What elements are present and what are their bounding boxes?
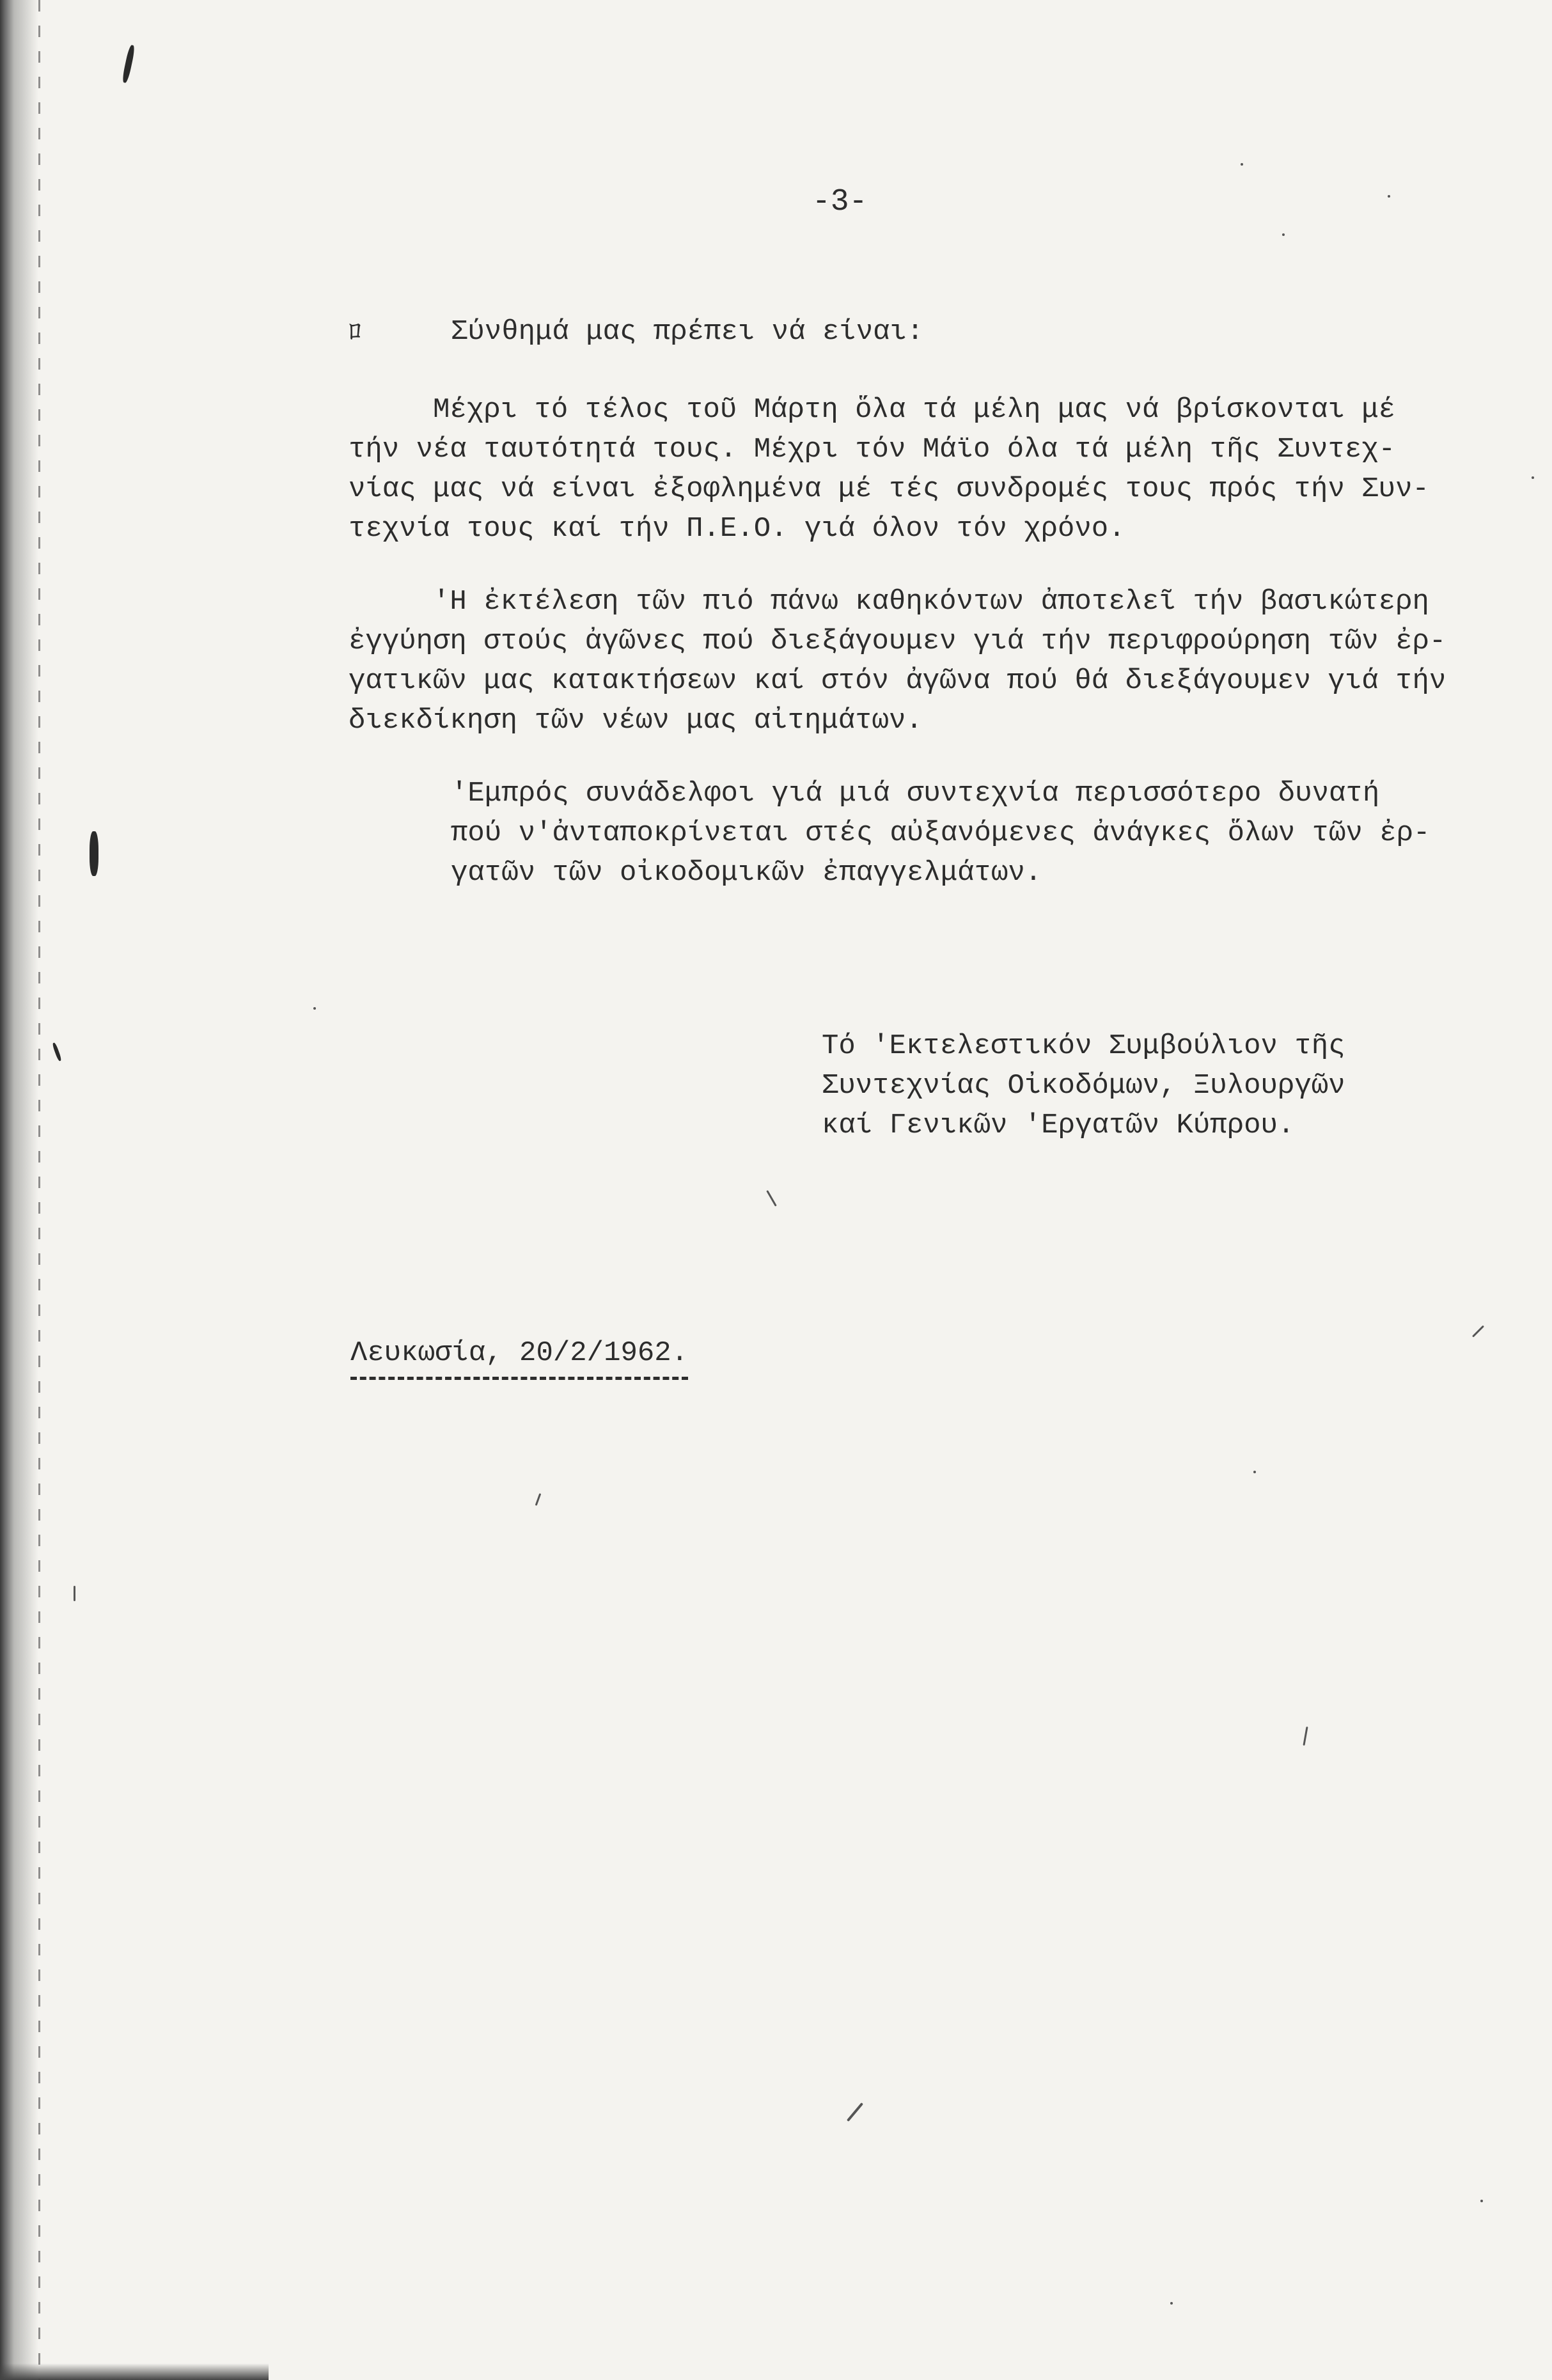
paragraph-duties: [349, 582, 1446, 740]
paragraph-line: νίας μας νά είναι ἐξοφλημένα μέ τές συνδρομές τους πρός τήν Συν-: [349, 473, 1429, 505]
scan-speck: [1282, 233, 1285, 236]
paragraph-line: τήν νέα ταυτότητά τους. Μέχρι τόν Μάϊο όλα τά μέλη τῆς Συντεχ-: [349, 434, 1396, 466]
scan-speck: [74, 1586, 75, 1601]
scan-binding-marks: [38, 0, 40, 2380]
ink-blot: [90, 831, 98, 876]
paragraph-line: τεχνία τους καί τήν Π.Ε.Ο. γιά όλον τόν χρόνο.: [349, 513, 1125, 545]
scan-speck: [847, 2102, 863, 2122]
scan-speck: [1480, 2200, 1483, 2202]
signature-line: Τό 'Εκτελεστικόν Συμβούλιον τῆς: [822, 1030, 1345, 1062]
paragraph-membership: [349, 390, 1429, 549]
paragraph-line: διεκδίκηση τῶν νέων μας αἰτημάτων.: [349, 705, 923, 737]
slogan-heading: Σύνθημά μας πρέπει νά είναι:: [451, 316, 924, 348]
paragraph-line: γατῶν τῶν οἰκοδομικῶν ἐπαγγελμάτων.: [451, 857, 1042, 889]
page-number: -3-: [812, 185, 868, 219]
scan-speck: [1303, 1726, 1308, 1746]
scan-speck: [1241, 163, 1243, 166]
signature-line: Συντεχνίας Οἰκοδόμων, Ξυλουργῶν: [822, 1070, 1345, 1102]
ink-blot: [52, 1042, 62, 1061]
scan-speck: [1253, 1471, 1256, 1473]
paragraph-line: πού ν'ἀνταποκρίνεται στές αὐξανόμενες ἀνάγκες ὅλων τῶν ἐρ-: [451, 817, 1431, 849]
scan-shadow-left: [0, 0, 38, 2380]
paragraph-line: 'Η ἐκτέλεση τῶν πιό πάνω καθηκόντων ἀποτελεῖ τήν βασικώτερη: [349, 586, 1429, 618]
paragraph-line: γατικῶν μας κατακτήσεων καί στόν ἀγῶνα πού θά διεξάγουμεν γιά τήν: [349, 665, 1446, 697]
signature-block: [822, 1026, 1345, 1145]
scan-speck: [1532, 476, 1534, 479]
scan-speck: [1388, 195, 1390, 198]
heading-marker: ﾛ: [349, 320, 361, 348]
scan-speck: [766, 1190, 777, 1207]
signature-line: καί Γενικῶν 'Εργατῶν Κύπρου.: [822, 1109, 1295, 1141]
scan-speck: [1472, 1325, 1484, 1337]
paragraph-forward: [451, 774, 1430, 893]
scan-shadow-bottom: [0, 2363, 269, 2380]
paragraph-line: ἐγγύηση στούς ἀγῶνες πού διεξάγουμεν γιά τήν περιφρούρηση τῶν ἐρ-: [349, 625, 1446, 657]
paragraph-line: 'Εμπρός συνάδελφοι γιά μιά συντεχνία περισσότερο δυνατή: [451, 778, 1380, 810]
scan-speck: [313, 1007, 316, 1010]
document-date: Λευκωσία, 20/2/1962.: [350, 1333, 688, 1380]
ink-blot: [121, 45, 136, 84]
scan-speck: [1170, 2302, 1173, 2305]
paragraph-line: Μέχρι τό τέλος τοῦ Μάρτη ὅλα τά μέλη μας νά βρίσκονται μέ: [349, 394, 1396, 426]
scan-speck: [535, 1493, 542, 1506]
